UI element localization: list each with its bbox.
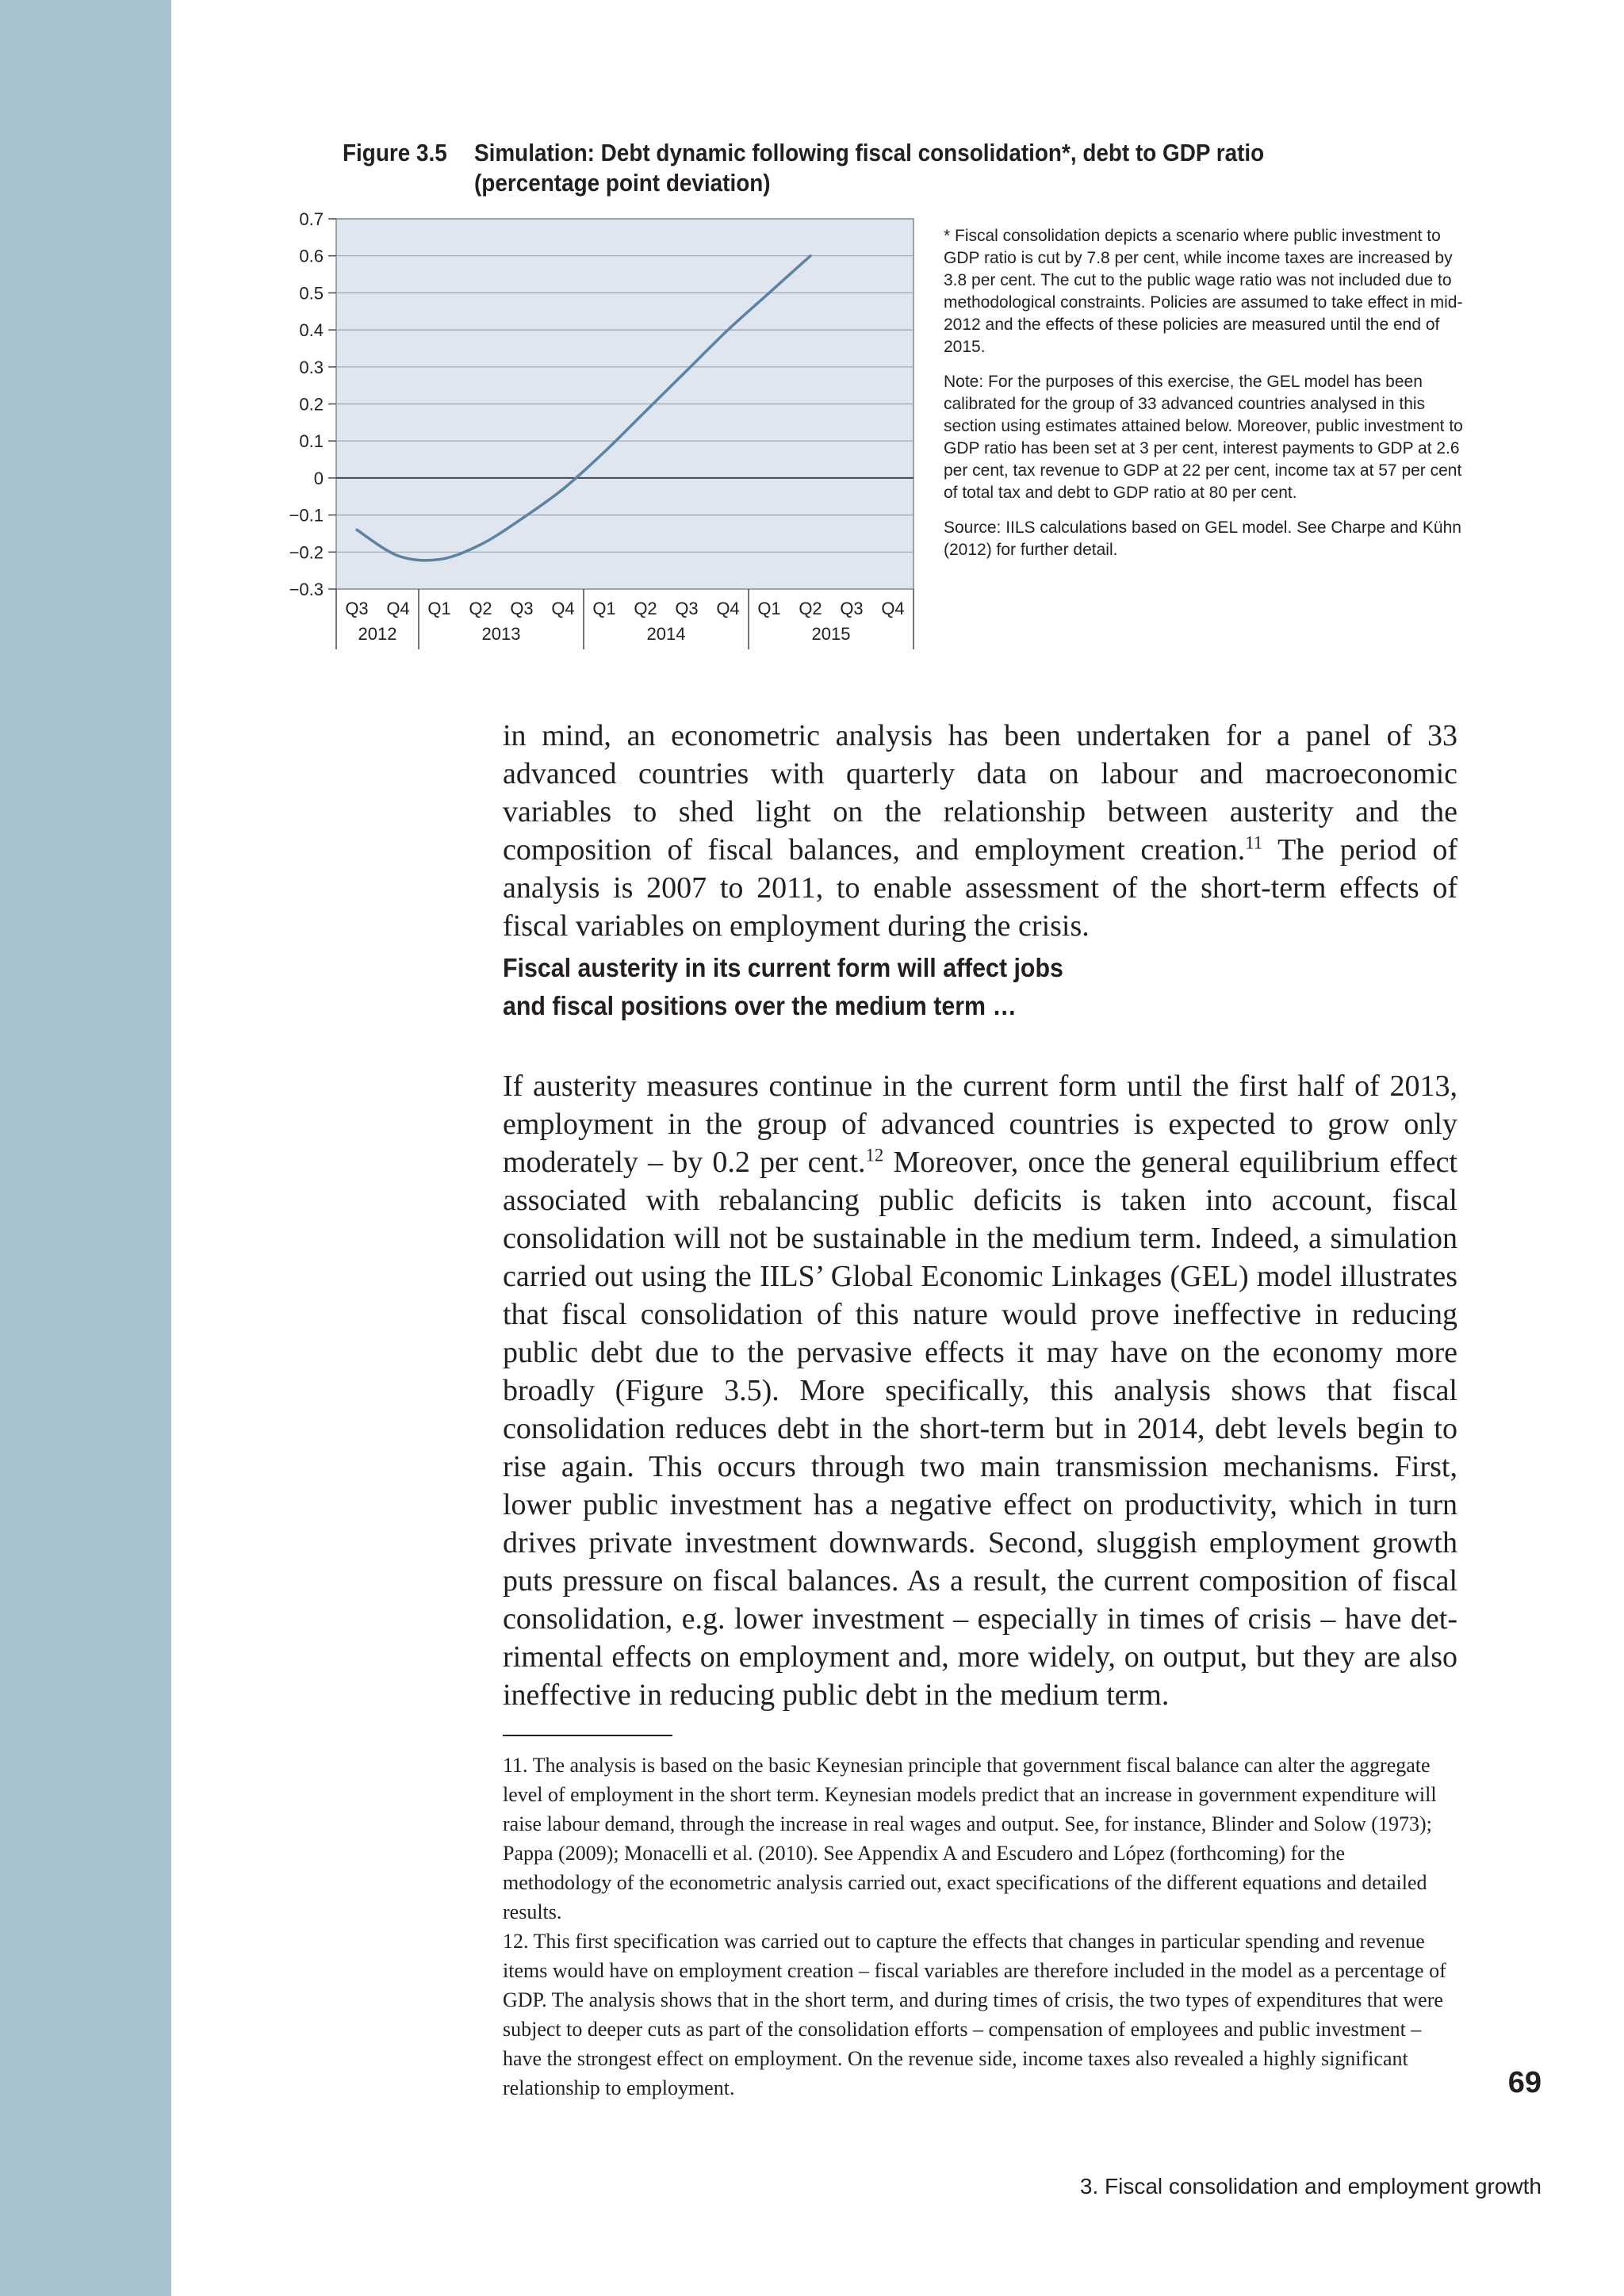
y-tick-label: −0.3 — [289, 580, 324, 599]
year-label: 2015 — [811, 624, 851, 644]
figure-notes — [944, 225, 1467, 574]
x-tick-label: Q1 — [592, 599, 616, 618]
x-tick-label: Q1 — [757, 599, 781, 618]
x-tick-label: Q3 — [345, 599, 369, 618]
footnote-12: 12. This first specification was carried out to capture the effects that changes in particular spending and revenue items would have on employment creation – fiscal variables are therefore included in the model as a percentage of GDP. The analysis shows that in the short term, and during times of crisis, the two types of expenditures that were subject to deeper cuts as part of the consolidation efforts – compensation of employees and public investment – have the strongest effect on employment. On the revenue side, income taxes also revealed a highly significant relationship to employment. — [503, 1930, 1446, 2099]
x-tick-label: Q2 — [634, 599, 657, 618]
figure-label: Figure 3.5 — [343, 139, 447, 166]
y-tick-label: −0.1 — [289, 505, 324, 526]
y-tick-label: 0.5 — [299, 283, 324, 304]
x-tick-label: Q3 — [510, 599, 534, 618]
y-tick-label: 0.7 — [299, 209, 324, 229]
y-tick-label: 0 — [313, 468, 324, 488]
figure-footnote: * Fiscal consolidation depicts a scenario where public investment to GDP ratio is cut by 7.8 per cent, while income taxes are increased by 3.8 per cent. The cut to the public wage ratio was not included due to methodological constraints. Policies are assumed to take effect in mid-2012 and the effects of these policies are measured until the end of 2015. — [944, 227, 1463, 356]
paragraph-text: The period of analysis is 2007 to 2011, to enable assessment of the short-term effects of fiscal variables on employment during the crisis. — [503, 833, 1458, 943]
body-paragraph-2 — [503, 1067, 1457, 1714]
x-tick-label: Q2 — [799, 599, 822, 618]
footnote-ref-12[interactable]: 12 — [865, 1145, 884, 1165]
year-label: 2014 — [646, 624, 686, 644]
side-color-band — [0, 0, 171, 2296]
paragraph-text: If austerity measures continue in the current form until the first half of 2013, employment in the group of advanced countries is expected to grow only moderately – by 0.2 per cent. — [503, 1070, 1457, 1179]
running-footer: 3. Fiscal consolidation and employment growth — [1079, 2174, 1542, 2198]
x-tick-label: Q3 — [675, 599, 699, 618]
body-paragraph-1 — [503, 717, 1457, 945]
paragraph-text: in mind, an econometric analysis has been undertaken for a panel of 33 advanced countries with quarterly data on labour and macroeconomic variables to shed light on the relationship between austerity and the composition of fiscal balances, and employment creation. — [503, 719, 1457, 867]
x-tick-label: Q3 — [840, 599, 864, 618]
section-subheading — [503, 949, 1381, 1025]
y-tick-label: 0.2 — [299, 394, 324, 415]
year-label: 2012 — [358, 624, 397, 644]
debt-simulation-chart — [285, 206, 920, 650]
x-tick-label: Q4 — [386, 599, 410, 618]
y-tick-label: 0.4 — [299, 320, 324, 341]
footnotes — [503, 1751, 1457, 2103]
figure-title: Simulation: Debt dynamic following fiscal consolidation*, debt to GDP ratio (percentage point deviation) — [474, 139, 1265, 197]
x-tick-label: Q4 — [551, 599, 575, 618]
footnote-divider — [503, 1735, 672, 1736]
footnote-11: 11. The analysis is based on the basic Keynesian principle that government fiscal balance can alter the aggregate level of employment in the short term. Keynesian models predict that an increase in government expenditure will raise labour demand, through the increase in real wages and output. See, for instance, Blinder and Solow (1973); Pappa (2009); Monacelli et al. (2010). See Appendix A and Escudero and López (forthcoming) for the methodology of the econometric analysis carried out, exact specifications of the different equations and detailed results. — [503, 1754, 1437, 1923]
y-tick-label: 0.6 — [299, 246, 324, 266]
page-number: 69 — [1507, 2066, 1542, 2099]
y-tick-label: 0.1 — [299, 431, 324, 452]
y-tick-label: 0.3 — [299, 357, 324, 377]
figure-note: Note: For the purposes of this exercise, the GEL model has been calibrated for the group of 33 advanced countries analysed in this section using estimates attained below. Moreover, public investment to GDP ratio has been set at 3 per cent, interest payments to GDP at 2.6 per cent, tax revenue to GDP at 22 per cent, income tax at 57 per cent of total tax and debt to GDP ratio at 80 per cent. — [944, 373, 1463, 502]
x-tick-label: Q4 — [716, 599, 740, 618]
footnote-ref-11[interactable]: 11 — [1245, 832, 1263, 853]
y-tick-label: −0.2 — [289, 542, 324, 563]
paragraph-text: Moreover, once the general equilibrium effect associated with rebalancing public deficits is taken into account, fiscal consolidation will not be sustainable in the medium term. Indeed, a simulation carried out using the IILS’ Global Economic Linkages (GEL) model illustrates that fiscal consolidation of this nature would prove ineffective in reducing public debt due to the pervasive effects it may have on the economy more broadly (Figure 3.5). More specifically, this analysis shows that fiscal consolidation reduces debt in the short-term but in 2014, debt levels begin to rise again. This occurs through two main transmission mechanisms. First, lower public investment has a negative effect on productivity, which in turn drives private investment downwards. Second, sluggish employment growth puts pressure on fiscal balances. As a result, the current composition of fiscal consolidation, e.g. lower investment – especially in times of crisis – have detrimental effects on employment and, more widely, on output, but they are also ineffective in reducing public debt in the medium term. — [503, 1146, 1457, 1712]
x-tick-label: Q2 — [469, 599, 492, 618]
x-tick-label: Q1 — [427, 599, 451, 618]
year-label: 2013 — [481, 624, 521, 644]
figure-source: Source: IILS calculations based on GEL model. See Charpe and Kühn (2012) for further detail. — [944, 519, 1461, 559]
x-tick-label: Q4 — [881, 599, 905, 618]
subheading-line: Fiscal austerity in its current form will affect jobs — [503, 953, 1063, 982]
subheading-line: and fiscal positions over the medium term … — [503, 991, 1017, 1020]
